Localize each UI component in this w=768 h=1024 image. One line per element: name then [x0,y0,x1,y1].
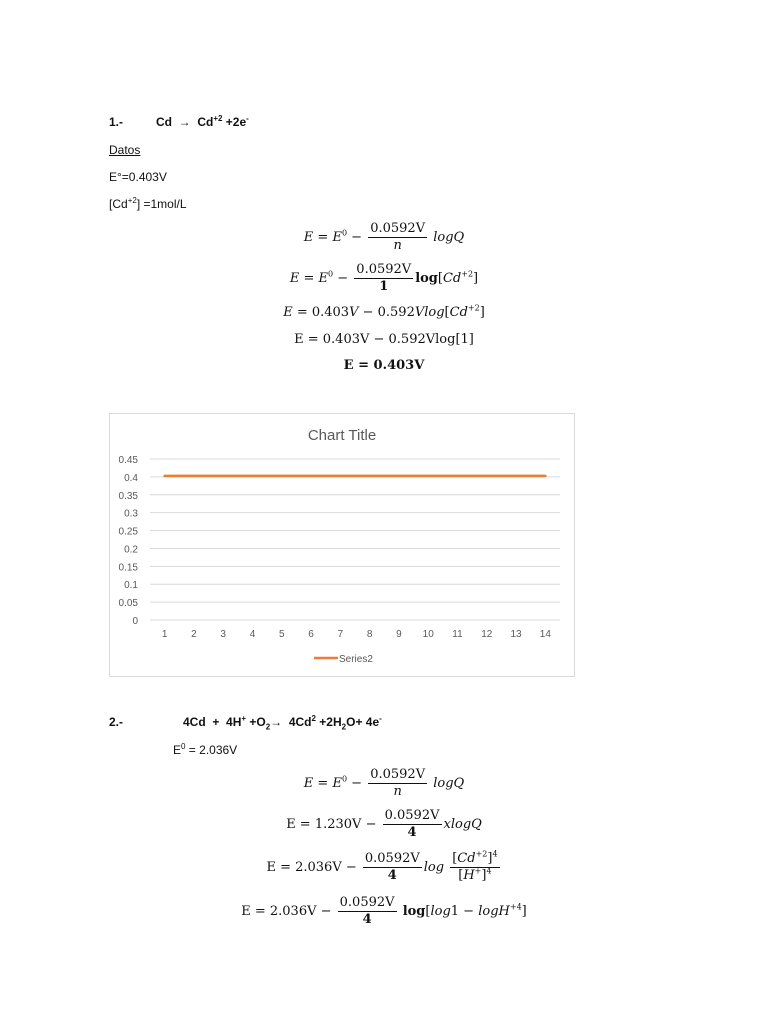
x-tick-label: 8 [366,629,373,640]
problem1-reaction: $Cd \to Cd^{+2} +2e^-$ [156,114,249,129]
p1-equation-3: $E = 0.403V - 0.592Vlog[Cd^{+2}]$ [283,303,485,320]
x-tick-label: 13 [510,629,522,640]
p2-equation-3: E = 2.036V − $\frac{0.0592V}{4}$ log $\frac{[Cd^{+2}]^4}{[H^+]^4}$ [266,849,498,883]
chart-svg [110,414,574,676]
x-tick-label: 12 [481,629,493,640]
datos-label: Datos [109,143,141,157]
p1-equation-2: $E = E^0$ − $\frac{0.0592V}{1}$ $\log[Cd^{+2}]$ [289,262,479,294]
y-tick-label: 0.15 [118,562,138,574]
p1-result: E = 0.403V [343,358,425,373]
y-tick-label: 0.05 [118,598,138,610]
problem2-reaction: $4Cd + 4H^+ +O_2\to 4Cd^2 +2H_2O+ 4e^-$ [183,714,382,732]
x-tick-label: 5 [279,629,285,640]
x-tick-label: 11 [452,629,463,640]
x-tick-label: 2 [191,629,197,640]
x-tick-label: 3 [220,629,226,640]
y-tick-label: 0.3 [124,508,138,520]
chart-title: Chart Title [307,427,377,444]
y-tick-label: 0.25 [118,526,138,538]
p1-equation-1: $E = E^0$ − $\frac{0.0592V}{n}$ logQ [303,221,465,253]
p1-equation-4: E = 0.403V − 0.592Vlog[1] [294,332,474,347]
y-tick-label: 0 [132,616,138,627]
y-tick-label: 0.45 [118,455,138,466]
x-tick-label: 14 [539,629,551,640]
e0-value: E°=0.403V [109,170,167,184]
x-tick-label: 7 [337,629,344,640]
line-chart [109,413,575,677]
p2-equation-4: E = 2.036V − $\frac{0.0592V}{4}$ log[log1 − logH$^{+4}$] [241,895,527,927]
x-tick-label: 10 [422,629,434,640]
problem2-number: 2.- [109,715,124,729]
y-tick-label: 0.4 [124,472,138,484]
x-tick-label: 9 [396,629,402,640]
concentration: $[Cd^{+2}] =1mol/L$ [109,196,187,211]
problem2-e0: $E^0 = 2.036V$ [173,742,238,757]
p2-equation-2: E = 1.230V − $\frac{0.0592V}{4}$ xlogQ [286,808,482,840]
p2-equation-1: $E = E^0$ − $\frac{0.0592V}{n}$ logQ [303,767,465,799]
problem1-number: 1.- [109,115,124,129]
x-tick-label: 6 [308,629,314,640]
y-tick-label: 0.1 [124,580,138,592]
x-tick-label: 4 [249,629,256,640]
legend-label: Series2 [339,654,373,665]
y-tick-label: 0.2 [124,544,138,556]
x-tick-label: 1 [161,629,168,640]
y-tick-label: 0.35 [118,490,138,502]
